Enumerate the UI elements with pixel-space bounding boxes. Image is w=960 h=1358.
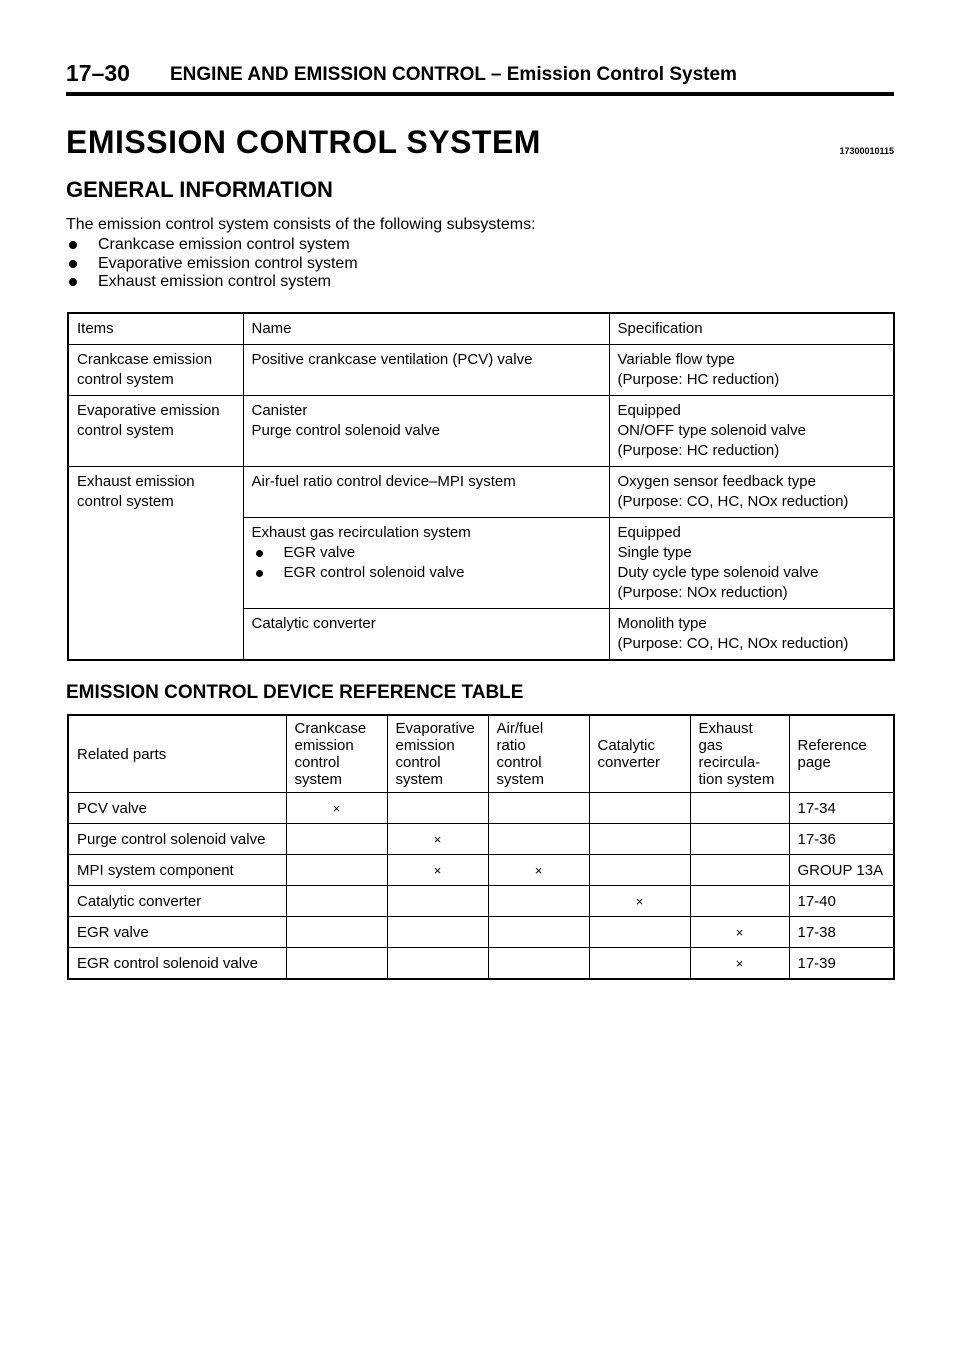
name-cell: Catalytic converter <box>243 609 609 661</box>
mark-cell <box>589 824 690 855</box>
mark-cell <box>286 855 387 886</box>
name-cell: Air-fuel ratio control device–MPI system <box>243 467 609 518</box>
mark-cell <box>589 917 690 948</box>
list-item: EGR valve <box>252 543 601 563</box>
mark-cell <box>690 855 789 886</box>
spec-cell: Equipped Single type Duty cycle type solenoid valve (Purpose: NOx reduction) <box>609 518 894 609</box>
table-row <box>68 467 894 518</box>
table-row <box>68 855 894 886</box>
mark-cell <box>387 917 488 948</box>
general-information-heading: GENERAL INFORMATION <box>66 177 333 202</box>
table-row <box>68 793 894 824</box>
name-cell: Exhaust gas recirculation system EGR valve EGR control solenoid valve <box>243 518 609 609</box>
mark-cell <box>589 793 690 824</box>
spec-cell: Oxygen sensor feedback type (Purpose: CO, HC, NOx reduction) <box>609 467 894 518</box>
part-cell: Catalytic converter <box>68 886 286 917</box>
subsystem-list <box>66 236 358 292</box>
page-number: 17–30 <box>66 60 130 86</box>
column-header: Related parts <box>68 715 286 793</box>
table-row <box>68 886 894 917</box>
bullet-icon <box>69 241 77 249</box>
reference-page-cell: 17-36 <box>789 824 894 855</box>
intro-text: The emission control system consists of the following subsystems: <box>66 216 536 233</box>
bullet-icon <box>69 278 77 286</box>
reference-page-cell: 17-34 <box>789 793 894 824</box>
reference-page-cell: GROUP 13A <box>789 855 894 886</box>
mark-cell <box>690 793 789 824</box>
reference-page-cell: 17-40 <box>789 886 894 917</box>
mark-cell: × <box>286 793 387 824</box>
reference-table-heading: EMISSION CONTROL DEVICE REFERENCE TABLE <box>66 682 524 703</box>
part-cell: MPI system component <box>68 855 286 886</box>
mark-cell <box>387 793 488 824</box>
list-item: Evaporative emission control system <box>66 255 358 274</box>
list-item: Crankcase emission control system <box>66 236 358 255</box>
part-cell: EGR valve <box>68 917 286 948</box>
mark-cell <box>488 917 589 948</box>
bullet-icon <box>69 260 77 268</box>
mark-cell: × <box>387 855 488 886</box>
mark-cell <box>387 948 488 980</box>
page-title: EMISSION CONTROL SYSTEM <box>66 124 541 160</box>
mark-cell <box>488 793 589 824</box>
column-header: Name <box>243 313 609 345</box>
mark-cell: × <box>488 855 589 886</box>
item-cell: Exhaust emission control system <box>68 467 243 661</box>
document-code: 17300010115 <box>839 146 894 156</box>
specification-table <box>67 312 895 661</box>
table-row <box>68 345 894 396</box>
mark-cell <box>488 948 589 980</box>
table-row <box>68 396 894 467</box>
mark-cell <box>488 824 589 855</box>
column-header: Exhaust gas recircula- tion system <box>690 715 789 793</box>
table-header-row <box>68 715 894 793</box>
mark-cell: × <box>387 824 488 855</box>
bullet-icon <box>256 550 263 557</box>
bullet-icon <box>256 570 263 577</box>
header-title: ENGINE AND EMISSION CONTROL – Emission Control System <box>170 64 737 85</box>
mark-cell: × <box>690 948 789 980</box>
part-cell: PCV valve <box>68 793 286 824</box>
column-header: Evaporative emission control system <box>387 715 488 793</box>
mark-cell <box>286 824 387 855</box>
mark-cell <box>286 886 387 917</box>
reference-page-cell: 17-39 <box>789 948 894 980</box>
column-header: Air/fuel ratio control system <box>488 715 589 793</box>
column-header: Specification <box>609 313 894 345</box>
spec-cell: Equipped ON/OFF type solenoid valve (Purpose: HC reduction) <box>609 396 894 467</box>
mark-cell <box>286 917 387 948</box>
name-cell: Positive crankcase ventilation (PCV) valve <box>243 345 609 396</box>
page-header <box>66 58 894 96</box>
table-header-row <box>68 313 894 345</box>
spec-cell: Monolith type (Purpose: CO, HC, NOx reduction) <box>609 609 894 661</box>
egr-component-list <box>252 543 601 583</box>
item-cell: Crankcase emission control system <box>68 345 243 396</box>
column-header: Crankcase emission control system <box>286 715 387 793</box>
table-row <box>68 917 894 948</box>
mark-cell <box>589 855 690 886</box>
item-cell: Evaporative emission control system <box>68 396 243 467</box>
mark-cell: × <box>690 917 789 948</box>
part-cell: Purge control solenoid valve <box>68 824 286 855</box>
spec-cell: Variable flow type (Purpose: HC reduction) <box>609 345 894 396</box>
column-header: Catalytic converter <box>589 715 690 793</box>
table-row <box>68 824 894 855</box>
table-row <box>68 948 894 980</box>
name-cell: Canister Purge control solenoid valve <box>243 396 609 467</box>
mark-cell <box>690 886 789 917</box>
mark-cell <box>387 886 488 917</box>
column-header: Reference page <box>789 715 894 793</box>
mark-cell <box>488 886 589 917</box>
reference-table <box>67 714 895 980</box>
reference-page-cell: 17-38 <box>789 917 894 948</box>
list-item: Exhaust emission control system <box>66 273 358 292</box>
mark-cell <box>286 948 387 980</box>
list-item: EGR control solenoid valve <box>252 563 601 583</box>
part-cell: EGR control solenoid valve <box>68 948 286 980</box>
mark-cell <box>589 948 690 980</box>
mark-cell <box>690 824 789 855</box>
mark-cell: × <box>589 886 690 917</box>
column-header: Items <box>68 313 243 345</box>
